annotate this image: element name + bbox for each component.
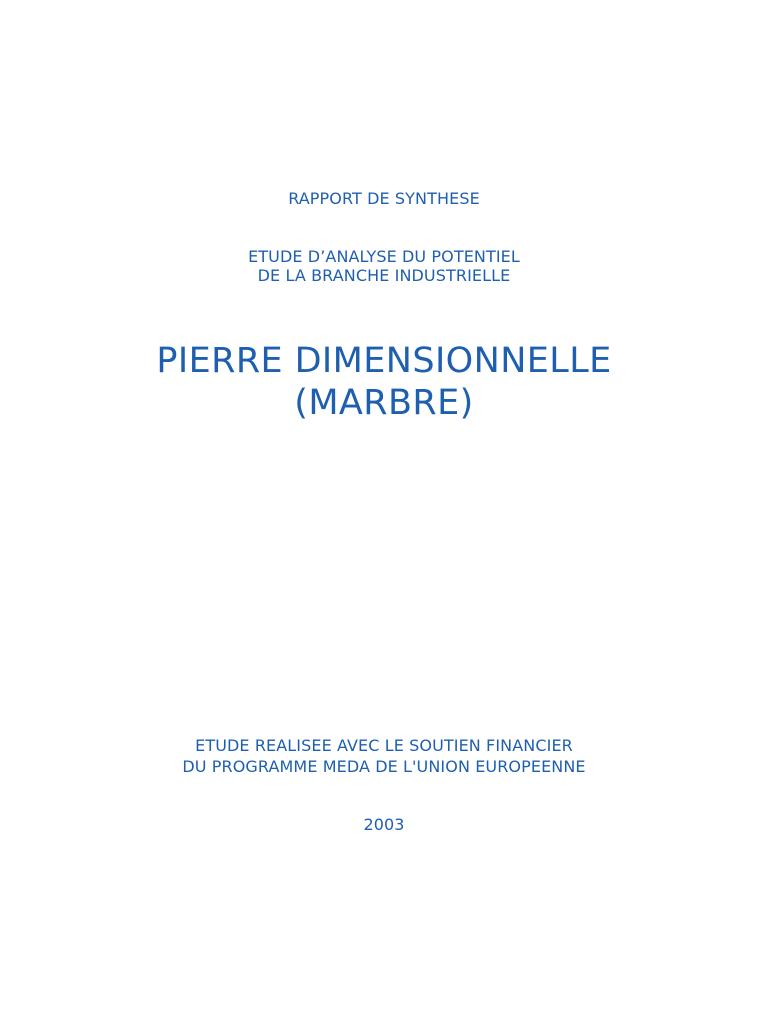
study-subtitle-line-1: ETUDE D’ANALYSE DU POTENTIEL	[248, 247, 520, 266]
funding-statement-line-1: ETUDE REALISEE AVEC LE SOUTIEN FINANCIER	[195, 736, 573, 755]
funding-statement-line-2: DU PROGRAMME MEDA DE L'UNION EUROPEENNE	[182, 757, 586, 776]
publication-year: 2003	[363, 815, 405, 834]
main-title-line-2: (MARBRE)	[294, 383, 474, 423]
study-subtitle-line-2: DE LA BRANCHE INDUSTRIELLE	[257, 266, 511, 285]
report-type-heading: RAPPORT DE SYNTHESE	[288, 189, 480, 208]
main-title-line-1: PIERRE DIMENSIONNELLE	[156, 341, 612, 381]
